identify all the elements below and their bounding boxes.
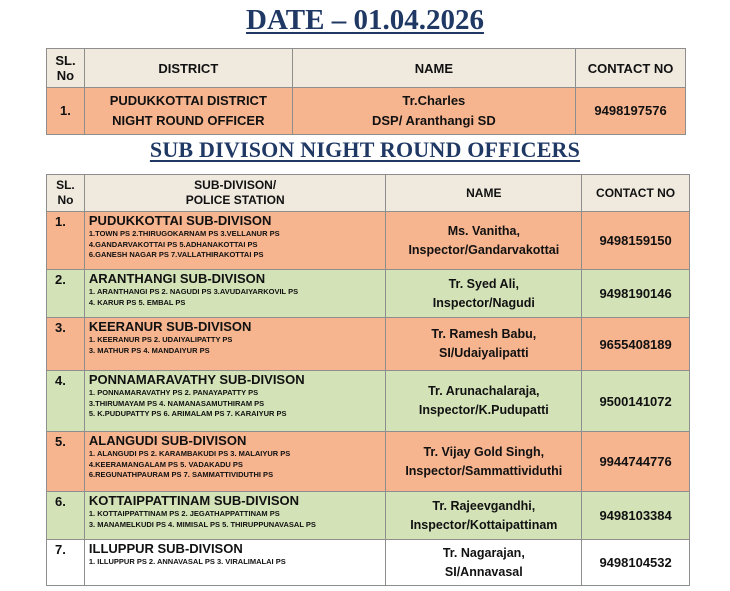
table-header-row [47,175,690,212]
police-station-line: 1. ALANGUDI PS 2. KARAMBAKUDI PS 3. MALAIYUR PS [88,449,291,458]
subdivision-cell [84,492,386,540]
contact-cell: 9944744776 [582,432,690,492]
subdivision-title [0,137,730,163]
sl-cell: 6. [47,492,85,540]
officer-name-cell [386,371,582,432]
police-station-line: 1. ARANTHANGI PS 2. NAGUDI PS 3.AVUDAIYARKOVIL PS [88,287,299,296]
police-station-line: 3.THIRUMAYAM PS 4. NAMANASAMUTHIRAM PS [88,398,265,408]
table-row [47,492,690,540]
police-station-line: 1. KEERANUR PS 2. UDAIYALIPATTY PS [88,335,233,344]
officer-designation: Inspector/Gandarvakottai [408,242,560,257]
officer-name: Tr. Ramesh Babu, [431,327,537,341]
subdivision-name: KOTTAIPPATTINAM SUB-DIVISON [88,493,300,508]
officer-designation: Inspector/Kottaipattinam [410,517,558,532]
police-station-line: 6.REGUNATHPAURAM PS 7. SAMMATTIVIDUTHI PS [88,470,274,479]
police-station-line: 4.GANDARVAKOTTAI PS 5.ADHANAKOTTAI PS [88,239,258,249]
officer-designation: Inspector/Sammattividuthi [405,463,563,478]
sl-cell: 2. [47,270,85,318]
date-title [0,2,730,38]
header-district: DISTRICT [84,49,292,88]
subdivision-name: KEERANUR SUB-DIVISON [88,319,252,334]
police-station-line: 1. PONNAMARAVATHY PS 2. PANAYAPATTY PS [88,388,259,397]
officer-name-cell [386,270,582,318]
table-row [47,212,690,270]
sl-cell: 1. [47,88,85,135]
table-row [47,432,690,492]
subdivision-name: PUDUKKOTTAI SUB-DIVISON [88,213,272,228]
officer-name: Tr.Charles [402,93,466,108]
officer-designation: DSP/ Aranthangi SD [371,113,496,128]
subdivision-name: ARANTHANGI SUB-DIVISON [88,271,266,286]
header-name: NAME [292,49,575,88]
table-header-row [47,49,686,88]
district-line-1: PUDUKKOTTAI DISTRICT [109,93,267,108]
police-station-line: 6.GANESH NAGAR PS 7.VALLATHIRAKOTTAI PS [88,250,264,259]
contact-cell: 9498190146 [582,270,690,318]
header-contact-no: CONTACT NO [576,49,686,88]
officer-designation: SI/Annavasal [444,564,523,579]
officer-designation: Inspector/K.Pudupatti [418,403,549,417]
subdivision-cell [84,212,386,270]
police-station-line: 1. KOTTAIPPATTINAM PS 2. JEGATHAPPATTINAM PS [88,509,280,518]
officer-designation: SI/Udaiyalipatti [439,346,529,360]
subdivision-cell [84,432,386,492]
police-station-line: 4.KEERAMANGALAM PS 5. VADAKADU PS [88,459,243,469]
police-station-line: 1.TOWN PS 2.THIRUGOKARNAM PS 3.VELLANUR PS [88,229,280,238]
header-name: NAME [386,175,582,212]
district-cell [84,88,292,135]
contact-cell: 9498104532 [582,540,690,586]
subdivision-cell [84,270,386,318]
subdivision-name: PONNAMARAVATHY SUB-DIVISON [88,372,305,387]
header-sl-no: SL. No [47,49,85,88]
contact-cell: 9498103384 [582,492,690,540]
subdivision-officers-table [46,174,690,586]
police-station-line: 3. MATHUR PS 4. MANDAIYUR PS [88,345,210,355]
sl-cell: 4. [47,371,85,432]
header-subdivision: SUB-DIVISON/ POLICE STATION [84,175,386,212]
subdivision-name: ILLUPPUR SUB-DIVISON [88,541,243,556]
table-row [47,88,686,135]
officer-name-cell [292,88,575,135]
contact-cell: 9498197576 [576,88,686,135]
sl-cell: 7. [47,540,85,586]
subdivision-cell [84,371,386,432]
subdivision-name: ALANGUDI SUB-DIVISON [88,433,247,448]
officer-name: Tr. Rajeevgandhi, [432,498,536,513]
officer-name: Tr. Arunachalaraja, [428,384,540,398]
officer-name-cell [386,492,582,540]
sl-cell: 1. [47,212,85,270]
subdivision-title-text: SUB DIVISON NIGHT ROUND OFFICERS [149,137,581,162]
officer-name: Tr. Vijay Gold Singh, [423,444,545,459]
officer-designation: Inspector/Nagudi [432,295,535,310]
sl-cell: 5. [47,432,85,492]
header-sl-no: SL. No [47,175,85,212]
contact-cell: 9498159150 [582,212,690,270]
contact-cell: 9500141072 [582,371,690,432]
officer-name: Tr. Nagarajan, [442,545,525,560]
police-station-line: 1. ILLUPPUR PS 2. ANNAVASAL PS 3. VIRALIMALAI PS [88,557,286,566]
table-row [47,318,690,371]
officer-name: Ms. Vanitha, [447,223,520,238]
district-officer-table [46,48,686,135]
date-title-text: DATE – 01.04.2026 [246,4,484,36]
officer-name-cell [386,318,582,371]
officer-name: Tr. Syed Ali, [448,276,520,291]
subdivision-cell [84,318,386,371]
officer-name-cell [386,432,582,492]
table-row [47,270,690,318]
subdivision-cell [84,540,386,586]
officer-name-cell [386,212,582,270]
district-line-2: NIGHT ROUND OFFICER [112,113,265,128]
officer-name-cell [386,540,582,586]
police-station-line: 5. K.PUDUPATTY PS 6. ARIMALAM PS 7. KARAIYUR PS [88,409,287,418]
table-row [47,540,690,586]
sl-cell: 3. [47,318,85,371]
police-station-line: 4. KARUR PS 5. EMBAL PS [88,297,186,307]
police-station-line: 3. MANAMELKUDI PS 4. MIMISAL PS 5. THIRUPPUNAVASAL PS [88,519,316,529]
header-contact-no: CONTACT NO [582,175,690,212]
table-row [47,371,690,432]
contact-cell: 9655408189 [582,318,690,371]
